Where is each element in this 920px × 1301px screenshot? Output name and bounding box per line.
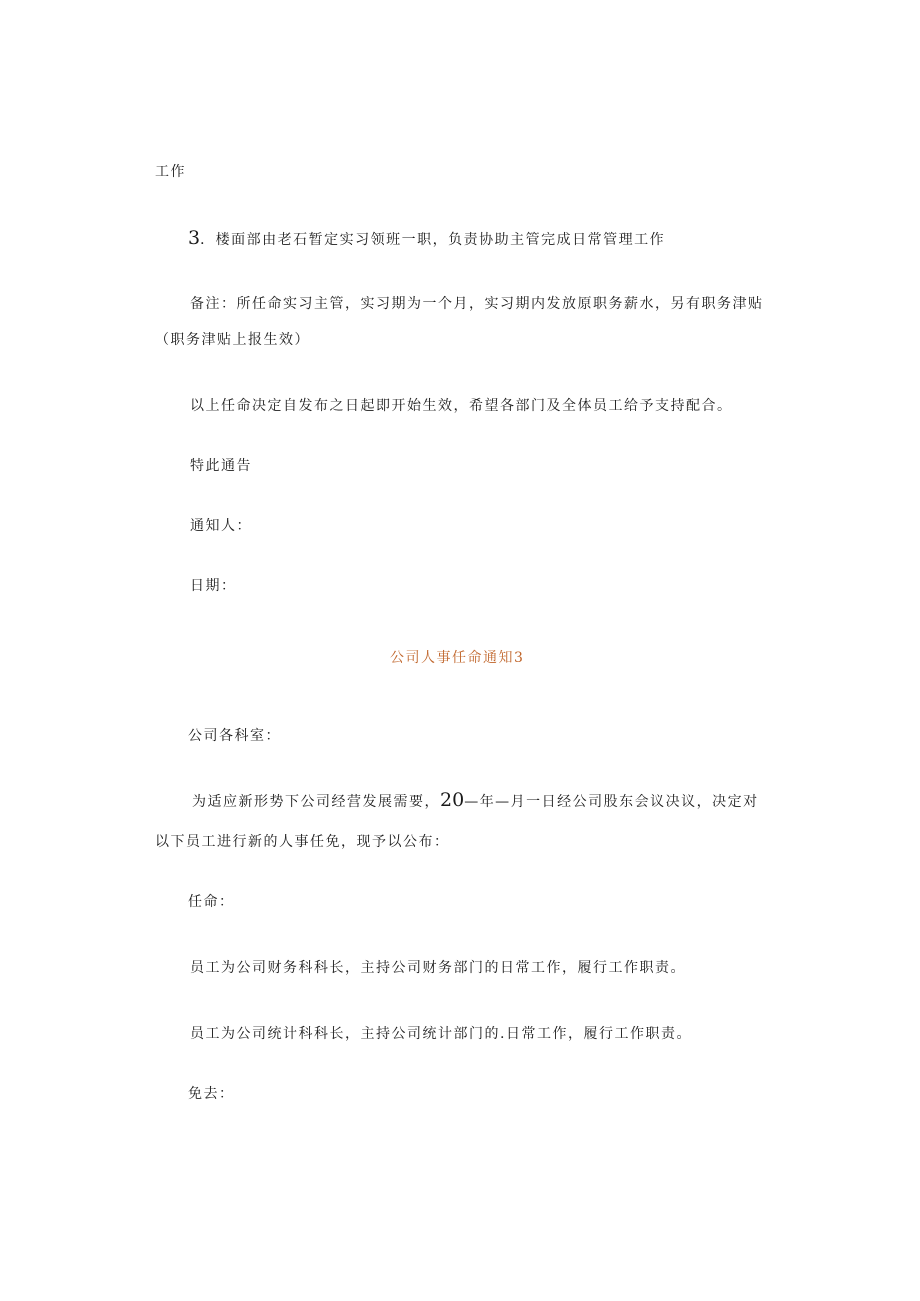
remark-line: 备注：所任命实习主管，实习期为一个月，实习期内发放原职务薪水，另有职务津贴 [190,296,764,312]
text-line-work: 工作 [155,164,186,180]
notice-title: 公司人事任命通知3 [390,650,525,666]
intro-text-a: 为适应新形势下公司经营发展需要， [192,794,440,810]
dismissal-label: 免去： [188,1086,235,1102]
intro-text-b: —年—月一日经公司股东会议决议，决定对 [464,794,759,810]
intro-paragraph-line-2: 以下员工进行新的人事任免，现予以公布： [155,834,450,850]
intro-paragraph-line-1 [192,790,759,812]
item-3-line [188,228,665,250]
notifier-label: 通知人： [190,518,252,534]
item-3-text: ．楼面部由老石暂定实习领班一职，负责协助主管完成日常管理工作 [200,232,666,248]
remark-continuation: （职务津贴上报生效） [155,332,310,348]
effective-statement: 以上任命决定自发布之日起即开始生效，希望各部门及全体员工给予支持配合。 [190,398,733,414]
item-number: 3 [188,227,201,249]
year-number: 20 [440,789,465,811]
appointment-label: 任命： [188,894,235,910]
date-label: 日期： [190,578,237,594]
salutation: 公司各科室： [188,728,281,744]
appointment-finance: 员工为公司财务科科长，主持公司财务部门的日常工作，履行工作职责。 [190,960,686,976]
appointment-statistics: 员工为公司统计科科长，主持公司统计部门的.日常工作，履行工作职责。 [190,1026,692,1042]
notice-closing: 特此通告 [190,458,252,474]
